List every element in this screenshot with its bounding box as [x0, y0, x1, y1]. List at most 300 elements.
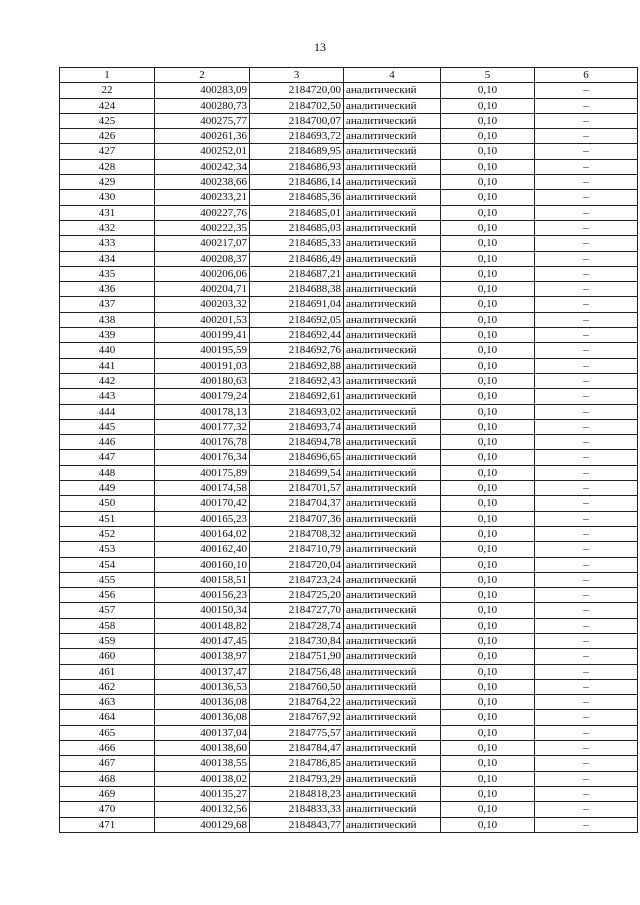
y-coordinate-cell: 2184704,37: [250, 496, 344, 511]
point-number-cell: 448: [60, 465, 155, 480]
method-cell: аналитический: [344, 542, 441, 557]
method-cell: аналитический: [344, 633, 441, 648]
note-cell: –: [535, 83, 638, 98]
note-cell: –: [535, 725, 638, 740]
table-row: [60, 557, 638, 572]
accuracy-cell: 0,10: [441, 190, 535, 205]
column-header: 5: [441, 68, 535, 83]
point-number-cell: 452: [60, 526, 155, 541]
y-coordinate-cell: 2184707,36: [250, 511, 344, 526]
y-coordinate-cell: 2184727,70: [250, 603, 344, 618]
table-row: [60, 404, 638, 419]
point-number-cell: 436: [60, 282, 155, 297]
y-coordinate-cell: 2184786,85: [250, 756, 344, 771]
table-row: [60, 542, 638, 557]
method-cell: аналитический: [344, 312, 441, 327]
point-number-cell: 464: [60, 710, 155, 725]
note-cell: –: [535, 419, 638, 434]
note-cell: –: [535, 282, 638, 297]
x-coordinate-cell: 400178,13: [155, 404, 250, 419]
point-number-cell: 462: [60, 679, 155, 694]
accuracy-cell: 0,10: [441, 266, 535, 281]
method-cell: аналитический: [344, 343, 441, 358]
note-cell: –: [535, 786, 638, 801]
x-coordinate-cell: 400180,63: [155, 373, 250, 388]
note-cell: –: [535, 465, 638, 480]
x-coordinate-cell: 400160,10: [155, 557, 250, 572]
y-coordinate-cell: 2184764,22: [250, 695, 344, 710]
x-coordinate-cell: 400156,23: [155, 588, 250, 603]
y-coordinate-cell: 2184696,65: [250, 450, 344, 465]
table-row: [60, 618, 638, 633]
method-cell: аналитический: [344, 129, 441, 144]
method-cell: аналитический: [344, 771, 441, 786]
method-cell: аналитический: [344, 358, 441, 373]
x-coordinate-cell: 400136,53: [155, 679, 250, 694]
note-cell: –: [535, 741, 638, 756]
method-cell: аналитический: [344, 190, 441, 205]
accuracy-cell: 0,10: [441, 481, 535, 496]
note-cell: –: [535, 205, 638, 220]
point-number-cell: 463: [60, 695, 155, 710]
table-row: [60, 297, 638, 312]
y-coordinate-cell: 2184701,57: [250, 481, 344, 496]
method-cell: аналитический: [344, 389, 441, 404]
accuracy-cell: 0,10: [441, 113, 535, 128]
accuracy-cell: 0,10: [441, 633, 535, 648]
table-row: [60, 802, 638, 817]
note-cell: –: [535, 328, 638, 343]
method-cell: аналитический: [344, 572, 441, 587]
x-coordinate-cell: 400233,21: [155, 190, 250, 205]
point-number-cell: 437: [60, 297, 155, 312]
y-coordinate-cell: 2184760,50: [250, 679, 344, 694]
y-coordinate-cell: 2184692,61: [250, 389, 344, 404]
y-coordinate-cell: 2184728,74: [250, 618, 344, 633]
y-coordinate-cell: 2184687,21: [250, 266, 344, 281]
note-cell: –: [535, 618, 638, 633]
note-cell: –: [535, 358, 638, 373]
method-cell: аналитический: [344, 817, 441, 832]
table-row: [60, 266, 638, 281]
y-coordinate-cell: 2184725,20: [250, 588, 344, 603]
table-row: [60, 358, 638, 373]
accuracy-cell: 0,10: [441, 159, 535, 174]
point-number-cell: 466: [60, 741, 155, 756]
accuracy-cell: 0,10: [441, 220, 535, 235]
x-coordinate-cell: 400176,78: [155, 435, 250, 450]
table-row: [60, 756, 638, 771]
accuracy-cell: 0,10: [441, 679, 535, 694]
y-coordinate-cell: 2184751,90: [250, 649, 344, 664]
y-coordinate-cell: 2184689,95: [250, 144, 344, 159]
point-number-cell: 434: [60, 251, 155, 266]
x-coordinate-cell: 400137,04: [155, 725, 250, 740]
point-number-cell: 468: [60, 771, 155, 786]
y-coordinate-cell: 2184720,00: [250, 83, 344, 98]
y-coordinate-cell: 2184708,32: [250, 526, 344, 541]
method-cell: аналитический: [344, 98, 441, 113]
table-row: [60, 129, 638, 144]
accuracy-cell: 0,10: [441, 358, 535, 373]
accuracy-cell: 0,10: [441, 83, 535, 98]
point-number-cell: 459: [60, 633, 155, 648]
table-row: [60, 435, 638, 450]
accuracy-cell: 0,10: [441, 588, 535, 603]
coordinates-table: [59, 67, 638, 833]
x-coordinate-cell: 400208,37: [155, 251, 250, 266]
point-number-cell: 442: [60, 373, 155, 388]
note-cell: –: [535, 756, 638, 771]
y-coordinate-cell: 2184686,93: [250, 159, 344, 174]
column-header: 3: [250, 68, 344, 83]
accuracy-cell: 0,10: [441, 435, 535, 450]
method-cell: аналитический: [344, 83, 441, 98]
table-row: [60, 465, 638, 480]
table-row: [60, 725, 638, 740]
method-cell: аналитический: [344, 481, 441, 496]
point-number-cell: 438: [60, 312, 155, 327]
x-coordinate-cell: 400170,42: [155, 496, 250, 511]
note-cell: –: [535, 817, 638, 832]
y-coordinate-cell: 2184685,36: [250, 190, 344, 205]
note-cell: –: [535, 373, 638, 388]
y-coordinate-cell: 2184685,03: [250, 220, 344, 235]
table-row: [60, 572, 638, 587]
table-row: [60, 817, 638, 832]
point-number-cell: 429: [60, 175, 155, 190]
y-coordinate-cell: 2184686,14: [250, 175, 344, 190]
note-cell: –: [535, 679, 638, 694]
table-row: [60, 588, 638, 603]
note-cell: –: [535, 450, 638, 465]
y-coordinate-cell: 2184723,24: [250, 572, 344, 587]
point-number-cell: 457: [60, 603, 155, 618]
x-coordinate-cell: 400129,68: [155, 817, 250, 832]
table-row: [60, 741, 638, 756]
column-header: 4: [344, 68, 441, 83]
table-row: [60, 664, 638, 679]
method-cell: аналитический: [344, 266, 441, 281]
note-cell: –: [535, 266, 638, 281]
method-cell: аналитический: [344, 144, 441, 159]
x-coordinate-cell: 400147,45: [155, 633, 250, 648]
y-coordinate-cell: 2184692,88: [250, 358, 344, 373]
table-row: [60, 282, 638, 297]
point-number-cell: 432: [60, 220, 155, 235]
y-coordinate-cell: 2184843,77: [250, 817, 344, 832]
table-row: [60, 633, 638, 648]
x-coordinate-cell: 400165,23: [155, 511, 250, 526]
accuracy-cell: 0,10: [441, 817, 535, 832]
x-coordinate-cell: 400199,41: [155, 328, 250, 343]
y-coordinate-cell: 2184692,76: [250, 343, 344, 358]
y-coordinate-cell: 2184710,79: [250, 542, 344, 557]
point-number-cell: 470: [60, 802, 155, 817]
point-number-cell: 454: [60, 557, 155, 572]
point-number-cell: 440: [60, 343, 155, 358]
accuracy-cell: 0,10: [441, 649, 535, 664]
accuracy-cell: 0,10: [441, 236, 535, 251]
method-cell: аналитический: [344, 695, 441, 710]
x-coordinate-cell: 400280,73: [155, 98, 250, 113]
table-row: [60, 220, 638, 235]
table-row: [60, 236, 638, 251]
x-coordinate-cell: 400136,08: [155, 695, 250, 710]
point-number-cell: 469: [60, 786, 155, 801]
x-coordinate-cell: 400261,36: [155, 129, 250, 144]
accuracy-cell: 0,10: [441, 404, 535, 419]
accuracy-cell: 0,10: [441, 756, 535, 771]
method-cell: аналитический: [344, 465, 441, 480]
note-cell: –: [535, 98, 638, 113]
method-cell: аналитический: [344, 435, 441, 450]
y-coordinate-cell: 2184818,23: [250, 786, 344, 801]
x-coordinate-cell: 400217,07: [155, 236, 250, 251]
point-number-cell: 471: [60, 817, 155, 832]
point-number-cell: 445: [60, 419, 155, 434]
accuracy-cell: 0,10: [441, 98, 535, 113]
x-coordinate-cell: 400174,58: [155, 481, 250, 496]
y-coordinate-cell: 2184756,48: [250, 664, 344, 679]
table-row: [60, 771, 638, 786]
x-coordinate-cell: 400201,53: [155, 312, 250, 327]
note-cell: –: [535, 802, 638, 817]
method-cell: аналитический: [344, 404, 441, 419]
note-cell: –: [535, 481, 638, 496]
table-row: [60, 373, 638, 388]
x-coordinate-cell: 400138,60: [155, 741, 250, 756]
point-number-cell: 441: [60, 358, 155, 373]
point-number-cell: 449: [60, 481, 155, 496]
table-row: [60, 603, 638, 618]
method-cell: аналитический: [344, 725, 441, 740]
accuracy-cell: 0,10: [441, 496, 535, 511]
point-number-cell: 444: [60, 404, 155, 419]
x-coordinate-cell: 400238,66: [155, 175, 250, 190]
page-number: 13: [314, 40, 326, 54]
accuracy-cell: 0,10: [441, 373, 535, 388]
table-row: [60, 175, 638, 190]
x-coordinate-cell: 400148,82: [155, 618, 250, 633]
method-cell: аналитический: [344, 664, 441, 679]
table-row: [60, 251, 638, 266]
y-coordinate-cell: 2184693,72: [250, 129, 344, 144]
point-number-cell: 435: [60, 266, 155, 281]
method-cell: аналитический: [344, 802, 441, 817]
method-cell: аналитический: [344, 373, 441, 388]
note-cell: –: [535, 190, 638, 205]
table-row: [60, 343, 638, 358]
table-header-row: [60, 68, 638, 83]
method-cell: аналитический: [344, 526, 441, 541]
note-cell: –: [535, 664, 638, 679]
method-cell: аналитический: [344, 496, 441, 511]
accuracy-cell: 0,10: [441, 695, 535, 710]
point-number-cell: 461: [60, 664, 155, 679]
y-coordinate-cell: 2184793,29: [250, 771, 344, 786]
note-cell: –: [535, 251, 638, 266]
y-coordinate-cell: 2184784,47: [250, 741, 344, 756]
note-cell: –: [535, 113, 638, 128]
note-cell: –: [535, 771, 638, 786]
method-cell: аналитический: [344, 786, 441, 801]
accuracy-cell: 0,10: [441, 175, 535, 190]
table-row: [60, 526, 638, 541]
y-coordinate-cell: 2184686,49: [250, 251, 344, 266]
note-cell: –: [535, 526, 638, 541]
table-row: [60, 190, 638, 205]
accuracy-cell: 0,10: [441, 526, 535, 541]
x-coordinate-cell: 400222,35: [155, 220, 250, 235]
point-number-cell: 456: [60, 588, 155, 603]
x-coordinate-cell: 400206,06: [155, 266, 250, 281]
method-cell: аналитический: [344, 220, 441, 235]
accuracy-cell: 0,10: [441, 741, 535, 756]
x-coordinate-cell: 400138,97: [155, 649, 250, 664]
point-number-cell: 453: [60, 542, 155, 557]
note-cell: –: [535, 649, 638, 664]
note-cell: –: [535, 572, 638, 587]
x-coordinate-cell: 400137,47: [155, 664, 250, 679]
accuracy-cell: 0,10: [441, 771, 535, 786]
table-row: [60, 695, 638, 710]
point-number-cell: 426: [60, 129, 155, 144]
point-number-cell: 450: [60, 496, 155, 511]
note-cell: –: [535, 312, 638, 327]
method-cell: аналитический: [344, 282, 441, 297]
method-cell: аналитический: [344, 297, 441, 312]
x-coordinate-cell: 400283,09: [155, 83, 250, 98]
table-row: [60, 389, 638, 404]
y-coordinate-cell: 2184685,01: [250, 205, 344, 220]
point-number-cell: 447: [60, 450, 155, 465]
accuracy-cell: 0,10: [441, 282, 535, 297]
table-row: [60, 328, 638, 343]
x-coordinate-cell: 400191,03: [155, 358, 250, 373]
method-cell: аналитический: [344, 710, 441, 725]
y-coordinate-cell: 2184693,74: [250, 419, 344, 434]
note-cell: –: [535, 343, 638, 358]
accuracy-cell: 0,10: [441, 557, 535, 572]
accuracy-cell: 0,10: [441, 297, 535, 312]
note-cell: –: [535, 389, 638, 404]
note-cell: –: [535, 695, 638, 710]
method-cell: аналитический: [344, 588, 441, 603]
note-cell: –: [535, 588, 638, 603]
note-cell: –: [535, 542, 638, 557]
point-number-cell: 22: [60, 83, 155, 98]
x-coordinate-cell: 400158,51: [155, 572, 250, 587]
x-coordinate-cell: 400132,56: [155, 802, 250, 817]
y-coordinate-cell: 2184730,84: [250, 633, 344, 648]
table-row: [60, 481, 638, 496]
y-coordinate-cell: 2184694,78: [250, 435, 344, 450]
table-row: [60, 205, 638, 220]
x-coordinate-cell: 400179,24: [155, 389, 250, 404]
table-row: [60, 83, 638, 98]
point-number-cell: 465: [60, 725, 155, 740]
x-coordinate-cell: 400227,76: [155, 205, 250, 220]
table-row: [60, 649, 638, 664]
point-number-cell: 428: [60, 159, 155, 174]
note-cell: –: [535, 710, 638, 725]
table-row: [60, 496, 638, 511]
x-coordinate-cell: 400150,34: [155, 603, 250, 618]
table-row: [60, 679, 638, 694]
accuracy-cell: 0,10: [441, 664, 535, 679]
table-row: [60, 786, 638, 801]
accuracy-cell: 0,10: [441, 251, 535, 266]
accuracy-cell: 0,10: [441, 129, 535, 144]
point-number-cell: 446: [60, 435, 155, 450]
accuracy-cell: 0,10: [441, 144, 535, 159]
note-cell: –: [535, 129, 638, 144]
method-cell: аналитический: [344, 511, 441, 526]
note-cell: –: [535, 435, 638, 450]
accuracy-cell: 0,10: [441, 786, 535, 801]
accuracy-cell: 0,10: [441, 450, 535, 465]
method-cell: аналитический: [344, 679, 441, 694]
y-coordinate-cell: 2184833,33: [250, 802, 344, 817]
x-coordinate-cell: 400138,02: [155, 771, 250, 786]
x-coordinate-cell: 400162,40: [155, 542, 250, 557]
table-row: [60, 450, 638, 465]
point-number-cell: 424: [60, 98, 155, 113]
table-row: [60, 113, 638, 128]
x-coordinate-cell: 400176,34: [155, 450, 250, 465]
x-coordinate-cell: 400138,55: [155, 756, 250, 771]
y-coordinate-cell: 2184692,05: [250, 312, 344, 327]
table-row: [60, 144, 638, 159]
method-cell: аналитический: [344, 328, 441, 343]
y-coordinate-cell: 2184685,33: [250, 236, 344, 251]
column-header: 2: [155, 68, 250, 83]
accuracy-cell: 0,10: [441, 725, 535, 740]
y-coordinate-cell: 2184699,54: [250, 465, 344, 480]
x-coordinate-cell: 400275,77: [155, 113, 250, 128]
method-cell: аналитический: [344, 741, 441, 756]
x-coordinate-cell: 400136,08: [155, 710, 250, 725]
note-cell: –: [535, 633, 638, 648]
point-number-cell: 451: [60, 511, 155, 526]
accuracy-cell: 0,10: [441, 328, 535, 343]
x-coordinate-cell: 400175,89: [155, 465, 250, 480]
point-number-cell: 458: [60, 618, 155, 633]
accuracy-cell: 0,10: [441, 389, 535, 404]
y-coordinate-cell: 2184691,04: [250, 297, 344, 312]
table-row: [60, 159, 638, 174]
note-cell: –: [535, 297, 638, 312]
table-row: [60, 98, 638, 113]
point-number-cell: 427: [60, 144, 155, 159]
method-cell: аналитический: [344, 419, 441, 434]
y-coordinate-cell: 2184700,07: [250, 113, 344, 128]
y-coordinate-cell: 2184767,92: [250, 710, 344, 725]
accuracy-cell: 0,10: [441, 343, 535, 358]
y-coordinate-cell: 2184720,04: [250, 557, 344, 572]
note-cell: –: [535, 511, 638, 526]
method-cell: аналитический: [344, 649, 441, 664]
x-coordinate-cell: 400135,27: [155, 786, 250, 801]
point-number-cell: 430: [60, 190, 155, 205]
point-number-cell: 455: [60, 572, 155, 587]
column-header: 1: [60, 68, 155, 83]
y-coordinate-cell: 2184692,43: [250, 373, 344, 388]
note-cell: –: [535, 220, 638, 235]
accuracy-cell: 0,10: [441, 542, 535, 557]
accuracy-cell: 0,10: [441, 312, 535, 327]
